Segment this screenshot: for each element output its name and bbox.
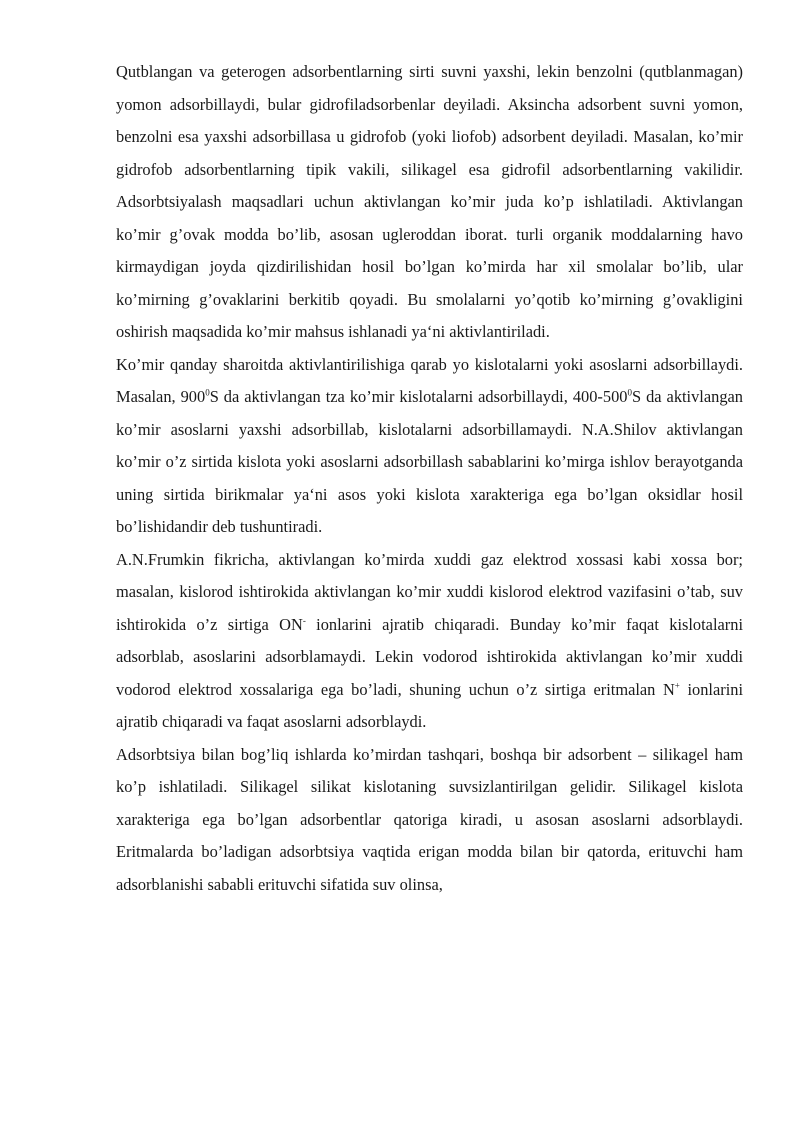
paragraph-text-part: A.N.Frumkin fikricha, aktivlangan ko’mirda xuddi gaz elektrod xossasi kabi xossa bor; masalan, kislorod ishtirokida aktivlangan ko’mir xuddi kislorod elektrod vazifasini o’tab, suv ishtirokida o’z sirtiga ON: [116, 549, 743, 634]
paragraph-text: Qutblangan va geterogen adsorbentlarning sirti suvni yaxshi, lekin benzolni (qutblanmagan) yomon adsorbillaydi, bular gidrofiladsorbenlar deyiladi. Aksincha adsorbent suvni yomon, benzolni esa yaxshi adsorbillasa u gidrofob (yoki liofob) adsorbent deyiladi. Masalan, ko’mir gidrofob adsorbentlarning tipik vakili, silikagel esa gidrofil adsorbentlarning vakilidir. Adsorbtsiyalash maqsadlari uchun aktivlangan ko’mir juda ko’p ishlatiladi. Aktivlangan ko’mir g’ovak modda bo’lib, asosan ugleroddan iborat. turli organik moddalarning havo kirmaydigan joyda qizdirilishidan hosil bo’lgan ko’mirda har xil smolalar bo’lib, ular ko’mirning g’ovaklarini berkitib qoyadi. Bu smolalarni yo’qotib ko’mirning g’ovakligini oshirish maqsadida ko’mir mahsus ishlanadi ya‘ni aktivlantiriladi.: [116, 62, 743, 341]
document-body: [116, 56, 743, 901]
paragraph-adsorbent-types: [116, 56, 743, 349]
degree-superscript: 0: [627, 387, 632, 398]
paragraph-text-part: S da aktivlangan tza ko’mir kislotalarni adsorbillaydi, 400-500: [209, 387, 628, 406]
charge-superscript: +: [674, 680, 680, 691]
paragraph-text-part: S da aktivlangan ko’mir asoslarni yaxshi adsorbillab, kislotalarni adsorbillamaydi. N.A.Shilov aktivlangan ko’mir o’z sirtida kislota yoki asoslarni adsorbillash sabablarini ko’mirga ishlov berayotganda uning sirtida birikmalar ya‘ni asos yoki kislota xarakteriga ega bo’lgan oksidlar hosil bo’lishidandir deb tushuntiradi.: [116, 387, 744, 536]
paragraph-text: Adsorbtsiya bilan bog’liq ishlarda ko’mirdan tashqari, boshqa bir adsorbent – silikagel ham ko’p ishlatiladi. Silikagel silikat kislotaning suvsizlantirilgan gelidir. Silikagel kislota xarakteriga ega bo’lgan adsorbentlar qatoriga kiradi, u asosan asoslarni adsorblaydi. Eritmalarda bo’ladigan adsorbtsiya vaqtida erigan modda bilan bir qatorda, erituvchi ham adsorblanishi sababli erituvchi sifatida suv olinsa,: [116, 744, 743, 894]
paragraph-frumkin-theory: [116, 544, 743, 739]
degree-superscript: 0: [205, 387, 210, 398]
paragraph-text-part: Ko’mir qanday sharoitda aktivlantirilishiga qarab yo kislotalarni yoki asoslarni adsorbillaydi. Masalan, 900: [116, 354, 743, 406]
paragraph-text-part: ionlarini ajratib chiqaradi. Bunday ko’mir faqat kislotalarni adsorblab, asoslarini adsorblamaydi. Lekin vodorod ishtirokida aktivlangan ko’mir xuddi vodorod elektrod xossalariga ega bo’ladi, shuning uchun o’z sirtiga eritmalan N: [116, 614, 743, 699]
paragraph-silicagel: [116, 739, 743, 902]
charge-superscript: -: [302, 615, 306, 626]
paragraph-activation-conditions: [116, 349, 743, 544]
paragraph-text-part: ionlarini ajratib chiqaradi va faqat asoslarni adsorblaydi.: [116, 679, 743, 731]
